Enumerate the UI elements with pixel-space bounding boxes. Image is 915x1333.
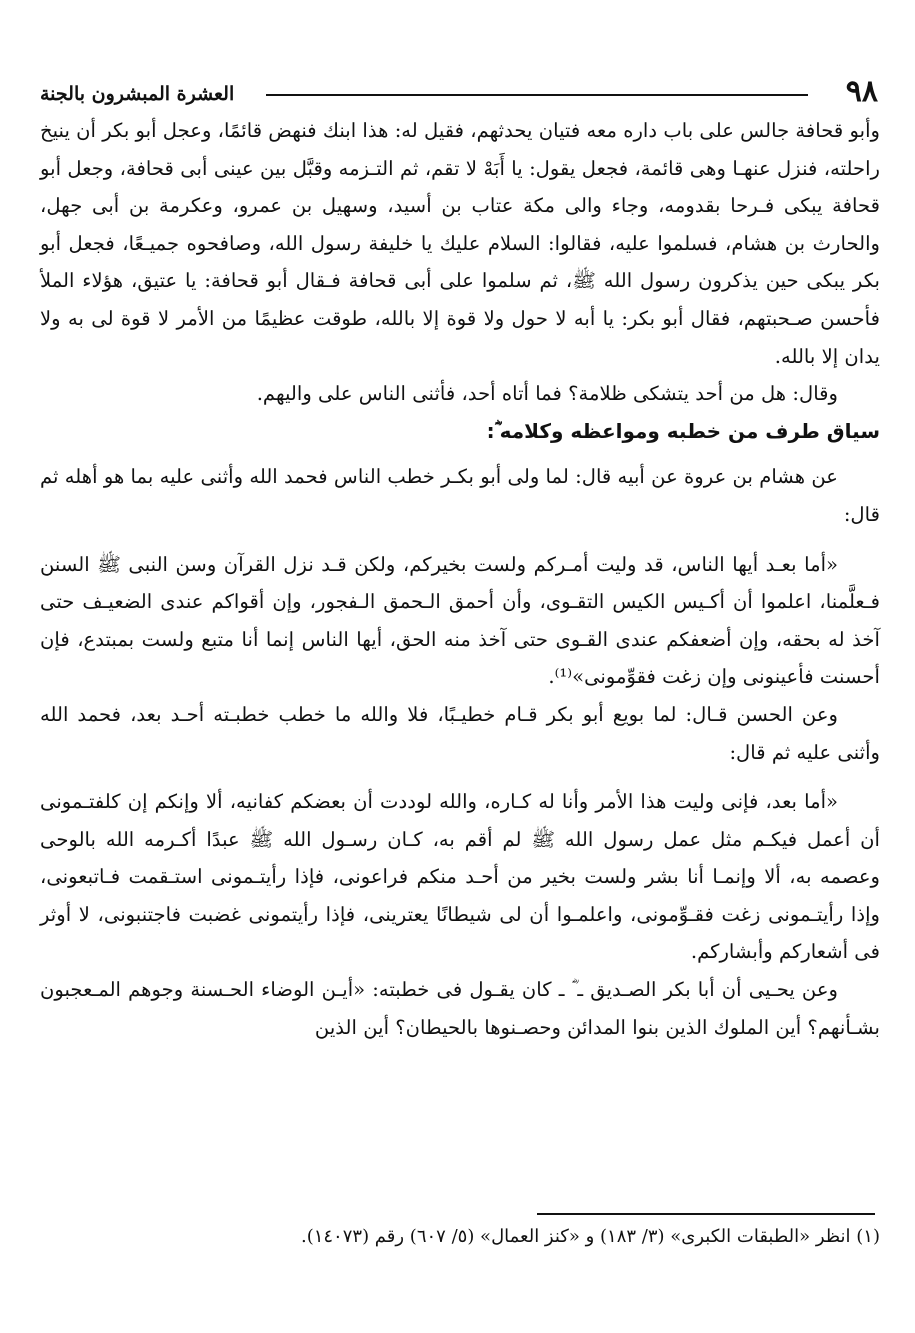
paragraph: وعن يحـيى أن أبا بكر الصـديق ـ ؓ ـ كان يقـول فى خطبته: «أيـن الوضاء الحـسنة وجوهم المـعجبون بشـأنهم؟ أين الملوك الذين بنوا المدائن وحصـنوها بالحيطان؟ أين الذين bbox=[40, 978, 880, 1039]
quote-paragraph: «أما بعد، فإنى وليت هذا الأمر وأنا له كـاره، والله لوددت أن بعضكم كفانيه، ألا وإنكم إن كلفتـمونى أن أعمل فيكـم مثل عمل رسول الله ﷺ لم أقم به، كـان رسـول الله ﷺ عبدًا أكـرمه الله بالوحى وعصمه به، ألا وإنمـا أنا بشر ولست بخير من أحـد منكم فراعونى، فإذا رأيتـمونى استـقمت فـاتبعونى، وإذا رأيتـمونى زغت فقـوِّمونى، واعلمـوا أن لى شيطانًا يعترينى، فإذا رأيتمونى غضبت فاجتنبونى، لا أوثر فى أشعاركم وأبشاركم. bbox=[40, 790, 880, 964]
paragraph: وقال: هل من أحد يتشكى ظلامة؟ فما أتاه أحد، فأثنى الناس على واليهم. bbox=[256, 382, 838, 406]
section-heading: سياق طرف من خطبه ومواعظه وكلامه ؓ: bbox=[486, 418, 880, 443]
header-rule bbox=[266, 94, 808, 96]
page-number: ٩٨ bbox=[845, 74, 878, 109]
quote-paragraph: «أما بعـد أيها الناس، قد وليت أمـركم ولست بخيركم، ولكن قـد نزل القرآن وسن النبى ﷺ السنن فـعلَّمنا، اعلموا أن أكـيس الكيس التقـوى، وأن أحمق الـحمق الـفجور، وإن أقواكم عندى الضعيـف حتى آخذ له بحقه، وإن أضعفكم عندى القـوى حتى آخذ منه الحق، أيها الناس إنما أنا متبع ولست بمبتدع، فإن أحسنت فأعينونى وإن زغت فقوِّمونى»⁽¹⁾. bbox=[40, 552, 880, 689]
paragraph: عن هشام بن عروة عن أبيه قال: لما ولى أبو بكـر خطب الناس فحمد الله وأثنى عليه بما هو أهله ثم قال: bbox=[40, 465, 880, 526]
page-header bbox=[40, 72, 878, 112]
footnote: (١) انظر «الطبقات الكبرى» (٣/ ١٨٣) و «كنز العمال» (٥/ ٦٠٧) رقم (١٤٠٧٣). bbox=[300, 1226, 880, 1247]
main-text bbox=[40, 112, 880, 1046]
footnote-rule bbox=[537, 1213, 875, 1215]
paragraph: وأبو قحافة جالس على باب داره معه فتيان يحدثهم، فقيل له: هذا ابنك فنهض قائمًا، وعجل أبو بكر أن ينيخ راحلته، فنزل عنهـا وهى قائمة، فجعل يقول: يا أَبَهْ لا تقم، ثم التـزمه وقبَّل بين عينى أبى قحافة، وجعل أبو قحافة يبكى فـرحا بقدومه، وجاء والى مكة عتاب بن أسيد، وسهيل بن عمرو، وعكرمة بن أبى جهل، والحارث بن هشام، فسلموا عليه، فقالوا: السلام عليك يا خليفة رسول الله، وصافحوه جميـعًا، فجعل أبو بكر يبكى حين يذكرون رسول الله ﷺ، ثم سلموا على أبى قحافة فـقال أبو قحافة: يا عتيق، هؤلاء الملأ فأحسن صـحبتهم، فقال أبو بكر: يا أبه لا حول ولا قوة إلا بالله، طوقت عظيمًا من الأمر لا قوة لى به ولا يدان إلا بالله. bbox=[40, 119, 881, 368]
running-title: العشرة المبشرون بالجنة bbox=[40, 83, 235, 105]
paragraph: وعن الحسن قـال: لما بويع أبو بكر قـام خطيـبًا، فلا والله ما خطب خطبـته أحـد بعد، فحمد الله وأثنى عليه ثم قال: bbox=[40, 702, 880, 764]
